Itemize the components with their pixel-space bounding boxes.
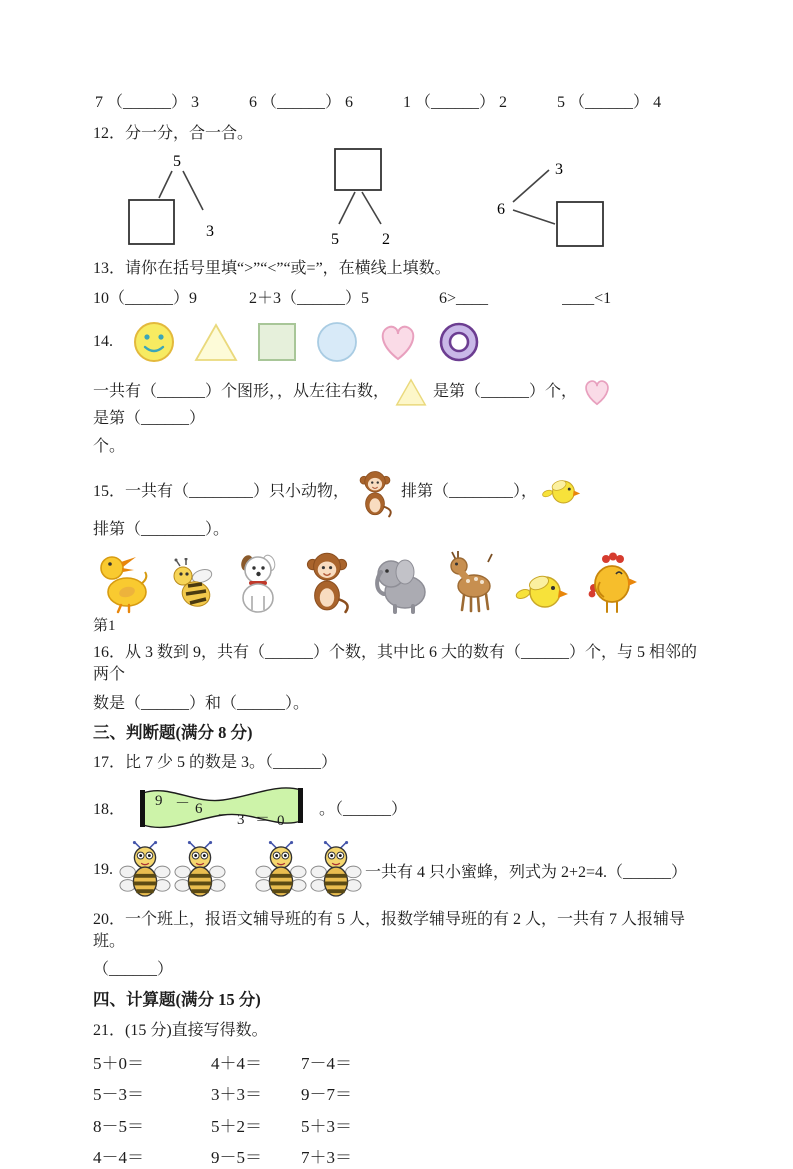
q13-item: ____<1 <box>562 289 612 307</box>
bee-icon <box>119 840 171 900</box>
question-17-text: 17．比 7 少 5 的数是 3。（______） <box>93 753 338 771</box>
question-19-text: 一共有 4 只小蜜蜂，列式为 2+2=4.（______） <box>365 863 688 881</box>
q13-item: 6>____ <box>439 289 489 307</box>
number-bond-3 <box>489 144 609 248</box>
answer-blank: （______） <box>569 94 650 111</box>
bee-icon <box>168 558 218 614</box>
question-14-shapes <box>93 320 705 364</box>
question-18-answer: 。（______） <box>319 800 408 818</box>
compare-right: 6 <box>345 94 354 111</box>
question-14-number: 14. <box>93 332 113 350</box>
ring-icon <box>437 320 481 364</box>
question-16-line1: 16．从 3 数到 9，共有（______）个数，其中比 6 大的数有（______）个，与 5 相邻的两个 <box>93 644 698 683</box>
compare-left: 1 <box>403 94 412 111</box>
equation: 7－4＝ <box>301 1054 352 1073</box>
section-4-header: 四、计算题(满分 15 分) <box>93 989 261 1009</box>
svg-text:3: 3 <box>206 223 214 241</box>
question-16-line2: 数是（______）和（______）。 <box>93 694 310 712</box>
monkey-icon <box>353 466 397 518</box>
compare-item <box>401 93 509 114</box>
answer-box <box>557 202 603 246</box>
q13-item: 10（______）9 <box>93 289 198 307</box>
chicken-icon <box>584 550 638 614</box>
svg-text:5: 5 <box>331 231 339 249</box>
q15-text-c: 排第（________）。 <box>93 521 230 539</box>
equation: 7＋3＝ <box>301 1148 352 1168</box>
square-icon <box>256 321 298 363</box>
equation: 3＋3＝ <box>211 1085 262 1105</box>
equation: 5＋0＝ <box>93 1054 144 1073</box>
question-21-title: 21．(15 分)直接写得数。 <box>93 1022 268 1040</box>
svg-text:6: 6 <box>497 201 505 219</box>
question-15-text <box>93 466 705 542</box>
equation: 4－4＝ <box>93 1148 144 1168</box>
compare-left: 7 <box>95 94 103 111</box>
compare-item <box>93 93 201 114</box>
section-3-header: 三、判断题(满分 8 分) <box>93 723 253 743</box>
svg-text:9: 9 <box>155 793 163 810</box>
compare-left: 5 <box>557 94 566 111</box>
monkey-icon <box>298 546 356 614</box>
triangle-icon <box>393 377 429 407</box>
question-19 <box>93 840 705 900</box>
animal-row <box>93 546 705 614</box>
compare-right: 3 <box>191 94 200 111</box>
q15-text-a: 15．一共有（________）只小动物， <box>93 483 350 501</box>
q15-text-b: 排第（________）， <box>401 483 538 501</box>
equation: 4＋4＝ <box>211 1054 262 1073</box>
compare-right: 2 <box>499 94 508 111</box>
question-18 <box>93 780 705 834</box>
question-14-text <box>93 377 705 431</box>
question-20-answer: （______） <box>93 961 174 979</box>
svg-text:6: 6 <box>195 801 203 818</box>
number-bond-1 <box>115 144 230 248</box>
equation: 8－5＝ <box>93 1116 144 1136</box>
svg-text:＝: ＝ <box>255 812 271 829</box>
q13-item: 2＋3（______）5 <box>249 289 370 307</box>
compare-left: 6 <box>249 94 258 111</box>
bird-icon <box>541 476 583 508</box>
first-position-label: 第1 <box>93 618 116 635</box>
q14-text-b: 是第（______）个， <box>433 382 578 400</box>
elephant-icon <box>369 550 431 614</box>
q14-text-a: 一共有（______）个图形，，从左往右数， <box>93 382 390 400</box>
question-19-number: 19. <box>93 861 113 879</box>
svg-text:2: 2 <box>382 231 390 249</box>
svg-text:3: 3 <box>237 812 245 829</box>
question-20-line1: 20．一个班上，报语文辅导班的有 5 人，报数学辅导班的有 2 人，一共有 7 人报辅导班。 <box>93 911 686 950</box>
question-14-text-end: 个。 <box>93 437 126 455</box>
svg-text:－: － <box>217 808 233 825</box>
svg-text:0: 0 <box>277 813 285 830</box>
answer-blank: （______） <box>107 94 188 111</box>
duck-icon <box>93 548 155 614</box>
heart-icon <box>376 321 420 363</box>
svg-text:3: 3 <box>555 161 563 179</box>
svg-text:－: － <box>175 796 191 813</box>
triangle-icon <box>193 321 239 363</box>
number-bond-2 <box>302 144 417 248</box>
q14-text-c: 是第（______） <box>93 409 206 427</box>
compare-right: 4 <box>653 94 662 111</box>
equation: 9－7＝ <box>301 1085 352 1105</box>
compare-item <box>555 93 663 114</box>
heart-icon <box>581 377 613 407</box>
circle-icon <box>315 320 359 364</box>
question-13-answers <box>93 289 705 310</box>
dog-icon <box>231 550 285 614</box>
equation: 5＋2＝ <box>211 1116 262 1136</box>
answer-box <box>335 149 381 190</box>
equation-banner <box>131 780 313 834</box>
equation: 5＋3＝ <box>301 1116 352 1136</box>
svg-text:5: 5 <box>173 153 181 171</box>
question-18-number: 18． <box>93 800 126 818</box>
equation-grid <box>93 1054 705 1169</box>
bee-icon <box>174 840 226 900</box>
compare-row <box>93 93 705 114</box>
answer-blank: （______） <box>415 94 496 111</box>
question-13-title: 13．请你在括号里填“>”“<”“或=”，在横线上填数。 <box>93 260 451 278</box>
compare-item <box>247 93 355 114</box>
deer-icon <box>444 548 502 614</box>
bird-icon <box>515 570 571 614</box>
bee-icon <box>310 840 362 900</box>
bee-icon <box>255 840 307 900</box>
question-12-title: 12．分一分，合一合。 <box>93 124 254 142</box>
smiley-face-icon <box>132 320 176 364</box>
answer-blank: （______） <box>261 94 342 111</box>
answer-box <box>129 200 174 244</box>
equation: 5－3＝ <box>93 1085 144 1105</box>
number-bonds <box>115 144 705 248</box>
equation: 9－5＝ <box>211 1148 262 1168</box>
